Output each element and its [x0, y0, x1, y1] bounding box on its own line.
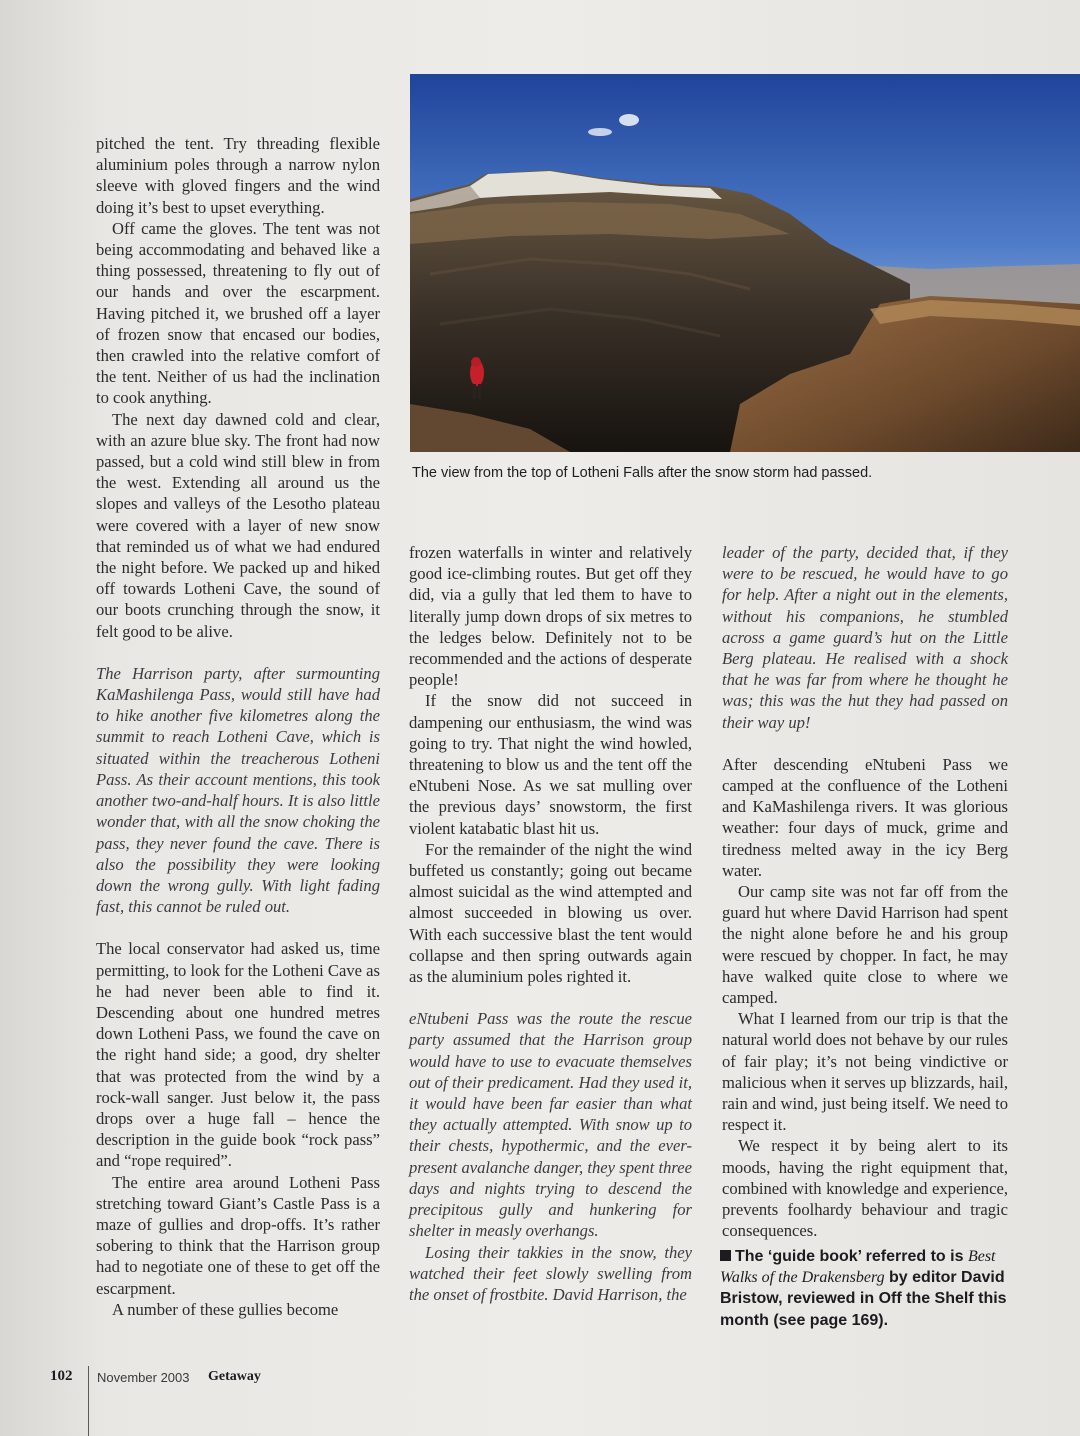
paragraph: Our camp site was not far off from the guard hut where David Harrison had spent the night alone before he and his group were rescued by chopper. In fact, he may have walked quite close to where we camped. [722, 882, 1008, 1008]
paragraph-gap [96, 917, 380, 938]
paragraph-gap [722, 733, 1008, 754]
page-footer [40, 1366, 440, 1388]
bullet-square-icon [720, 1250, 731, 1261]
photo-illustration [410, 74, 1080, 452]
paragraph: Losing their takkies in the snow, they watched their feet slowly swelling from the onset of frostbite. David Harrison, the [409, 1242, 692, 1304]
paragraph: The local conservator had asked us, time permitting, to look for the Lotheni Cave as he had never been able to find it. Descending about one hundred metres down Lotheni Pass, we found the cave on the right hand side; a good, dry shelter that was protected from the wind by a rock-wall sanger. Just below it, the pass drops over a huge fall – hence the description in the guide book “rock pass” and “rope required”. [96, 939, 380, 1171]
paragraph: eNtubeni Pass was the route the rescue party assumed that the Harrison group would have to use to evacuate themselves out of their predicament. Had they used it, it would have been far easier than what they actually attempted. With snow up to their chests, hypothermic, and the ever-present avalanche danger, they spent three days and nights trying to descend the precipitous gully and hunkering for shelter in measly overhangs. [409, 1009, 692, 1241]
paragraph: The Harrison party, after surmounting KaMashilenga Pass, would still have had to hike another five kilometres along the summit to reach Lotheni Cave, which is situated within the treacherous Lotheni Pass. As their account mentions, this took another two-and-half hours. It is also little wonder that, with all the snow choking the pass, they never found the cave. There is also the possibility they were looking down the wrong gully. With light fading fast, this cannot be ruled out. [96, 663, 380, 917]
paragraph: The entire area around Lotheni Pass stretching toward Giant’s Castle Pass is a maze of gullies and drop-offs. It’s rather sobering to think that the Harrison group had to negotiate one of these to get off the escarpment. [96, 1172, 380, 1298]
article-column-3 [722, 542, 1008, 1242]
paragraph-gap [409, 987, 692, 1008]
note-text-1: The ‘guide book’ referred to is [735, 1248, 968, 1265]
article-column-2 [409, 542, 692, 1305]
paragraph: If the snow did not succeed in dampening our enthusiasm, the wind was going to try. That night the wind howled, threatening to blow us and the tent off the eNtubeni Nose. As we sat mulling over the previous days’ snowstorm, the first violent katabatic blast hit us. [409, 691, 692, 838]
paragraph: We respect it by being alert to its moods, having the right equipment that, combined with knowledge and experience, prevents foolhardy behaviour and tragic consequences. [722, 1136, 1008, 1241]
paragraph: The next day dawned cold and clear, with an azure blue sky. The front had now passed, but a cold wind still blew in from the west. Extending all around us the slopes and valleys of the Lesotho plateau were covered with a layer of new snow that reminded us of what we had endured the night before. We packed up and hiked off towards Lotheni Cave, the sound of our boots crunching through the snow, it felt good to be alive. [96, 409, 380, 641]
paragraph: After descending eNtubeni Pass we camped at the confluence of the Lotheni and KaMashilenga rivers. It was glorious weather: four days of muck, grime and tiredness melted away in the icy Berg water. [722, 754, 1008, 880]
magazine-name: Getaway [208, 1369, 261, 1384]
paragraph-gap [96, 642, 380, 663]
paragraph: What I learned from our trip is that the natural world does not behave by our rules of fair play; it’s not being vindictive or malicious when it serves up blizzards, hail, rain and wind, just being itself. We need to respect it. [722, 1009, 1008, 1135]
page-number: 102 [50, 1368, 73, 1384]
paragraph: pitched the tent. Try threading flexible aluminium poles through a narrow nylon sleeve with gloved fingers and the wind doing it’s best to upset everything. [96, 134, 380, 217]
paragraph: For the remainder of the night the wind buffeted us constantly; going out became almost suicidal as the wind attempted and almost succeeded in blowing us over. With each successive blast the tent would collapse and then spring outwards again as the aluminium poles righted it. [409, 839, 692, 987]
paragraph: A number of these gullies become [112, 1299, 339, 1319]
article-column-1 [96, 133, 380, 1320]
landscape-photo [410, 74, 1080, 452]
footer-divider [88, 1366, 89, 1436]
paragraph: frozen waterfalls in winter and relatively good ice-climbing routes. But get off they did, via a gully that led them to have to literally jump down drops of six metres to the ledges below. Definitely not to be recommended and the actions of desperate people! [409, 543, 692, 690]
photo-caption: The view from the top of Lotheni Falls after the snow storm had passed. [412, 465, 873, 481]
paragraph: Off came the gloves. The tent was not being accommodating and behaved like a thing possessed, threatening to fly out of our hands and over the escarpment. Having pitched it, we brushed off a layer of frozen snow that encased our bodies, then crawled into the relative comfort of the tent. Neither of us had the inclination to cook anything. [96, 218, 380, 408]
paragraph: leader of the party, decided that, if they were to be rescued, he would have to go for help. After a night out in the elements, without his companions, he stumbled across a game guard’s hut on the Little Berg plateau. He realised with a shock that he was far from where he thought he was; this was the hut they had passed on their way up! [722, 543, 1008, 732]
note-book-title: Best Walks of the Drakensberg [720, 1248, 996, 1287]
note-text-2: by editor David Bristow, reviewed in Off the Shelf this month (see page 169). [720, 1269, 1007, 1329]
issue-date: November 2003 [97, 1370, 190, 1385]
guide-book-note [720, 1246, 1010, 1331]
